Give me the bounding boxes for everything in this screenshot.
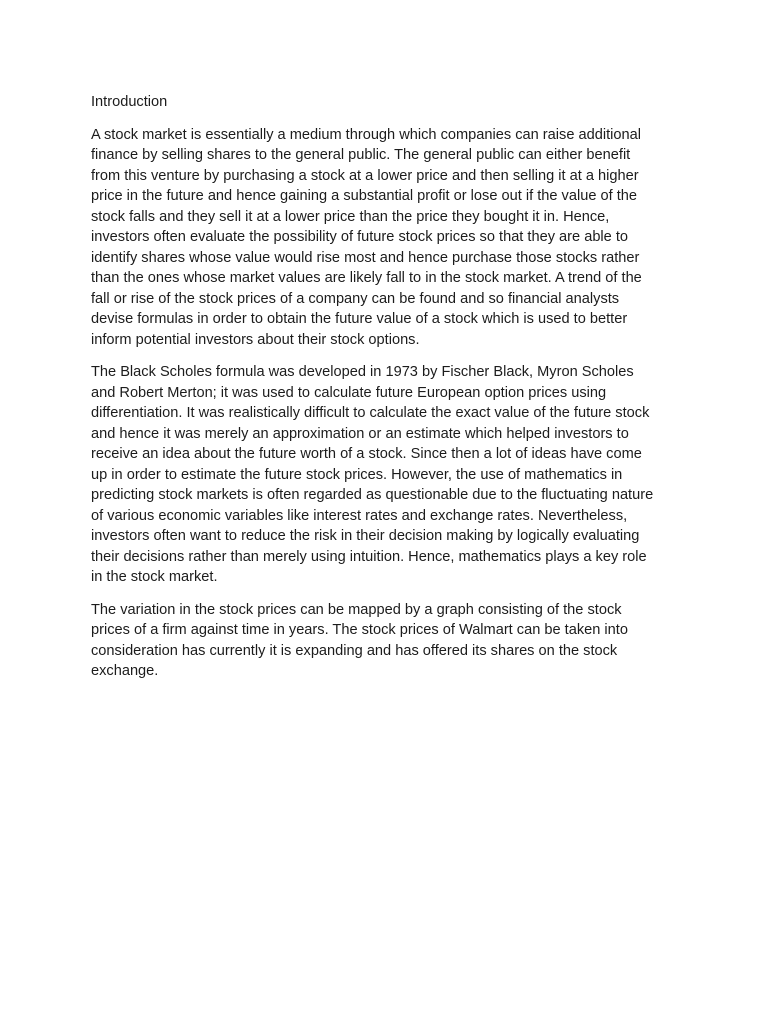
- paragraph-walmart: The variation in the stock prices can be mapped by a graph consisting of the stock prices of a firm against time in years. The stock prices of Walmart can be taken into consideration has currently it is expanding and has offered its shares on the stock exchange.: [91, 601, 628, 679]
- document-body: [91, 92, 685, 694]
- paragraph-black-scholes: The Black Scholes formula was developed in 1973 by Fischer Black, Myron Scholes and Robert Merton; it was used to calculate future European option prices using differentiation. It was realistically difficult to calculate the exact value of the future stock and hence it was merely an approximation or an estimate which helped investors to receive an idea about the future worth of a stock. Since then a lot of ideas have come up in order to estimate the future stock prices. However, the use of mathematics in predicting stock markets is often regarded as questionable due to the fluctuating nature of various economic variables like interest rates and exchange rates. Nevertheless, investors often want to reduce the risk in their decision making by logically evaluating their decisions rather than merely using intuition. Hence, mathematics plays a key role in the stock market.: [91, 364, 654, 585]
- section-heading: Introduction: [91, 94, 168, 110]
- paragraph-stock-market: A stock market is essentially a medium through which companies can raise additional finance by selling shares to the general public. The general public can either benefit from this venture by purchasing a stock at a lower price and then selling it at a higher price in the future and hence gaining a substantial profit or lose out if the value of the stock falls and they sell it at a lower price than the price they bought it in. Hence, investors often evaluate the possibility of future stock prices so that they are able to identify shares whose value would rise most and hence purchase those stocks rather than the ones whose market values are likely fall to in the stock market. A trend of the fall or rise of the stock prices of a company can be found and so financial analysts devise formulas in order to obtain the future value of a stock which is used to better inform potential investors about their stock options.: [91, 126, 642, 348]
